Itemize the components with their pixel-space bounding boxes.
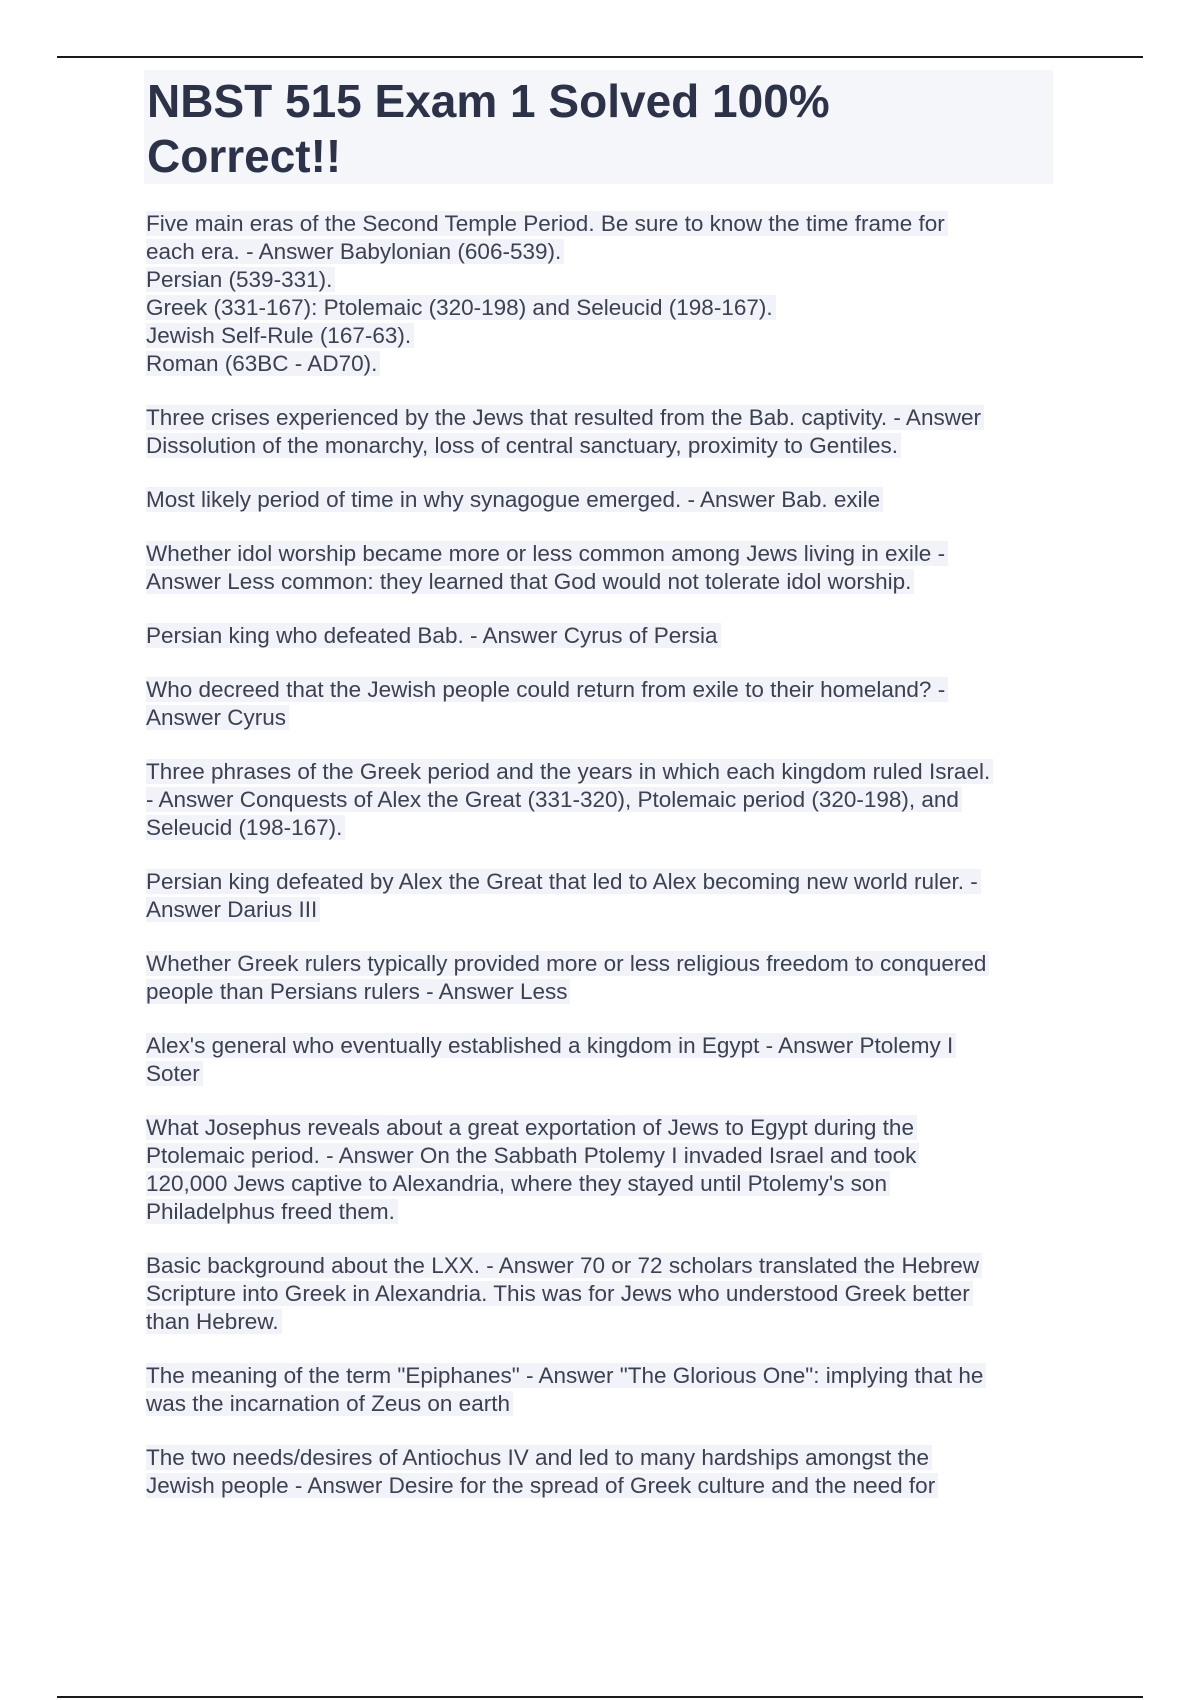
qa-line: Who decreed that the Jewish people could return from exile to their homeland? - [146,676,1066,704]
qa-line: Roman (63BC - AD70). [146,350,1066,378]
title-line: NBST 515 Exam 1 Solved 100% [147,75,830,127]
qa-line: Persian king defeated by Alex the Great that led to Alex becoming new world ruler. - [146,868,1066,896]
qa-line: Seleucid (198-167). [146,814,1066,842]
qa-line: - Answer Conquests of Alex the Great (331-320), Ptolemaic period (320-198), and [146,786,1066,814]
qa-line: Answer Cyrus [146,704,1066,732]
qa-line: Soter [146,1060,1066,1088]
qa-item-synagogue [146,486,1066,514]
qa-item-epiphanes [146,1362,1066,1418]
qa-line: Scripture into Greek in Alexandria. This was for Jews who understood Greek better [146,1280,1066,1308]
qa-line: people than Persians rulers - Answer Less [146,978,1066,1006]
qa-line: Whether Greek rulers typically provided more or less religious freedom to conquered [146,950,1066,978]
qa-item-greek-phases [146,758,1066,842]
title-line: Correct!! [147,130,342,182]
qa-line: Five main eras of the Second Temple Period. Be sure to know the time frame for [146,210,1066,238]
qa-item-darius [146,868,1066,924]
qa-line: What Josephus reveals about a great exportation of Jews to Egypt during the [146,1114,1066,1142]
title-block [144,70,1053,184]
qa-line: each era. - Answer Babylonian (606-539). [146,238,1066,266]
qa-line: Dissolution of the monarchy, loss of central sanctuary, proximity to Gentiles. [146,432,1066,460]
qa-line: was the incarnation of Zeus on earth [146,1390,1066,1418]
qa-line: Jewish people - Answer Desire for the spread of Greek culture and the need for [146,1472,1066,1500]
qa-line: Jewish Self-Rule (167-63). [146,322,1066,350]
qa-line: than Hebrew. [146,1308,1066,1336]
qa-line: The two needs/desires of Antiochus IV and led to many hardships amongst the [146,1444,1066,1472]
qa-item-religious-freedom [146,950,1066,1006]
qa-line: Persian king who defeated Bab. - Answer Cyrus of Persia [146,622,1066,650]
qa-line: Three phrases of the Greek period and the years in which each kingdom ruled Israel. [146,758,1066,786]
qa-line: Philadelphus freed them. [146,1198,1066,1226]
qa-item-three-crises [146,404,1066,460]
bottom-rule [57,1696,1143,1698]
qa-line: The meaning of the term "Epiphanes" - Answer "The Glorious One": implying that he [146,1362,1066,1390]
qa-line: Ptolemaic period. - Answer On the Sabbath Ptolemy I invaded Israel and took [146,1142,1066,1170]
page-title [144,70,1053,184]
top-rule [57,56,1143,58]
qa-line: Basic background about the LXX. - Answer 70 or 72 scholars translated the Hebrew [146,1252,1066,1280]
qa-item-second-temple-eras [146,210,1066,378]
qa-line: Alex's general who eventually established a kingdom in Egypt - Answer Ptolemy I [146,1032,1066,1060]
qa-line: Three crises experienced by the Jews that resulted from the Bab. captivity. - Answer [146,404,1066,432]
qa-line: 120,000 Jews captive to Alexandria, where they stayed until Ptolemy's son [146,1170,1066,1198]
qa-item-return-decree [146,676,1066,732]
qa-item-lxx [146,1252,1066,1336]
qa-item-persian-king [146,622,1066,650]
qa-item-ptolemy-soter [146,1032,1066,1088]
qa-line: Answer Less common: they learned that God would not tolerate idol worship. [146,568,1066,596]
qa-item-josephus [146,1114,1066,1226]
qa-line: Answer Darius III [146,896,1066,924]
qa-line: Persian (539-331). [146,266,1066,294]
qa-line: Most likely period of time in why synagogue emerged. - Answer Bab. exile [146,486,1066,514]
qa-list [146,210,1066,1526]
qa-item-idol-worship [146,540,1066,596]
qa-line: Greek (331-167): Ptolemaic (320-198) and Seleucid (198-167). [146,294,1066,322]
qa-line: Whether idol worship became more or less common among Jews living in exile - [146,540,1066,568]
qa-item-antiochus [146,1444,1066,1500]
